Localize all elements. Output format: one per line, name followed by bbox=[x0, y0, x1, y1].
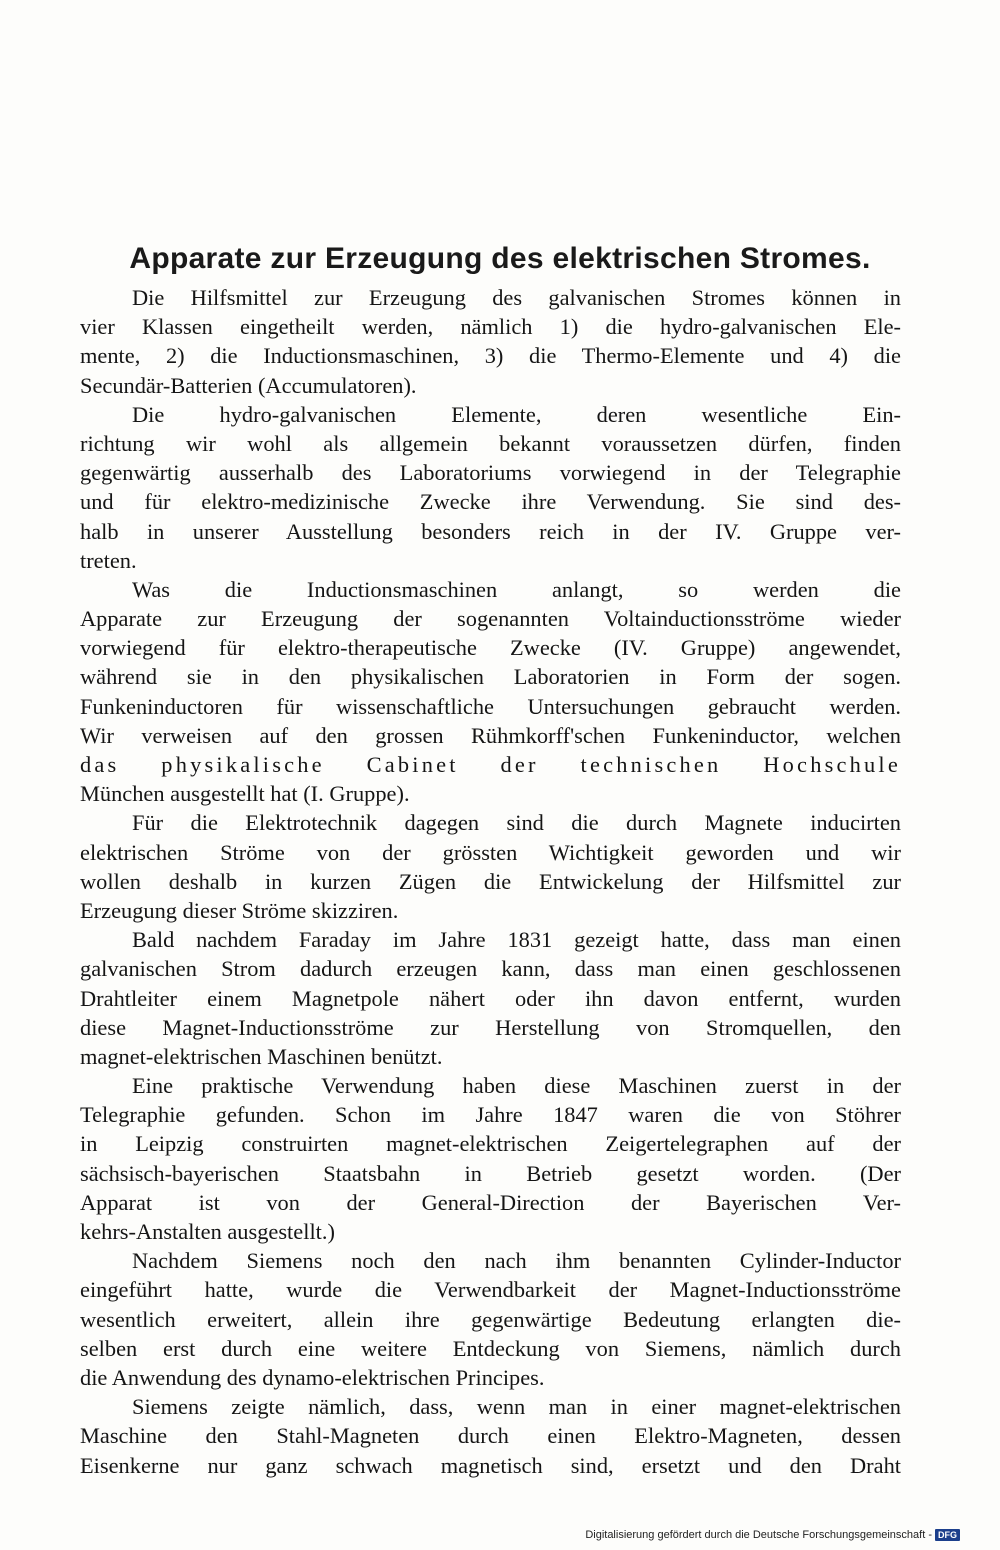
text-line: treten. bbox=[80, 547, 137, 573]
text-line: Wir verweisen auf den grossen Rühmkorff'schen Funkeninductor, welchen bbox=[80, 722, 901, 748]
text-line: gegenwärtig ausserhalb des Laboratoriums vorwiegend in der Telegraphie bbox=[80, 460, 901, 486]
text-line: kehrs-Anstalten ausgestellt.) bbox=[80, 1219, 335, 1244]
credit-text: Digitalisierung gefördert durch die Deutsche Forschungsgemeinschaft - bbox=[585, 1529, 932, 1541]
text-line: Für die Elektrotechnik dagegen sind die durch Magnete inducirten bbox=[132, 810, 901, 836]
text-line: vier Klassen eingetheilt werden, nämlich 1) die hydro-galvanischen Ele- bbox=[80, 314, 901, 340]
text-line: wesentlich erweitert, allein ihre gegenwärtige Bedeutung erlangten die- bbox=[80, 1306, 901, 1332]
text-line: diese Magnet-Inductionsströme zur Herstellung von Stromquellen, den bbox=[80, 1014, 901, 1040]
text-line: Die Hilfsmittel zur Erzeugung des galvanischen Stromes können in bbox=[132, 285, 901, 310]
text-line: Maschine den Stahl-Magneten durch einen Elektro-Magneten, dessen bbox=[80, 1423, 901, 1449]
text-line: Secundär-Batterien (Accumulatoren). bbox=[80, 372, 417, 398]
text-line: Was die Inductionsmaschinen anlangt, so werden die bbox=[132, 576, 901, 602]
text-line: elektrischen Ströme von der grössten Wichtigkeit geworden und wir bbox=[80, 839, 901, 865]
text-line: und für elektro-medizinische Zwecke ihre Verwendung. Sie sind des- bbox=[80, 489, 901, 515]
text-line: magnet-elektrischen Maschinen benützt. bbox=[80, 1043, 443, 1069]
text-line: Nachdem Siemens noch den nach ihm benannten Cylinder-Inductor bbox=[132, 1248, 901, 1274]
page-title: Apparate zur Erzeugung des elektrischen Stromes. bbox=[129, 242, 871, 276]
text-line: mente, 2) die Inductionsmaschinen, 3) die Thermo-Elemente und 4) die bbox=[80, 343, 901, 369]
text-line: Drahtleiter einem Magnetpole nähert oder ihn davon entfernt, wurden bbox=[80, 985, 901, 1011]
text-line: galvanischen Strom dadurch erzeugen kann, dass man einen geschlossenen bbox=[80, 956, 901, 982]
text-line: Eine praktische Verwendung haben diese Maschinen zuerst in der bbox=[132, 1073, 901, 1099]
text-line: Apparat ist von der General-Direction der Bayerischen Ver- bbox=[80, 1189, 901, 1215]
text-line: Erzeugung dieser Ströme skizziren. bbox=[80, 897, 399, 923]
text-line: Die hydro-galvanischen Elemente, deren wesentliche Ein- bbox=[132, 401, 901, 427]
text-line: Bald nachdem Faraday im Jahre 1831 gezeigt hatte, dass man einen bbox=[132, 927, 901, 953]
text-line: Telegraphie gefunden. Schon im Jahre 1847 waren die von Stöhrer bbox=[80, 1102, 901, 1128]
text-line: Siemens zeigte nämlich, dass, wenn man in einer magnet-elektrischen bbox=[132, 1394, 901, 1420]
text-line: selben erst durch eine weitere Entdeckung von Siemens, nämlich durch bbox=[80, 1335, 901, 1361]
text-line: halb in unserer Ausstellung besonders reich in der IV. Gruppe ver- bbox=[80, 518, 901, 544]
text-line: wollen deshalb in kurzen Zügen die Entwickelung der Hilfsmittel zur bbox=[80, 868, 901, 894]
text-line: die Anwendung des dynamo-elektrischen Principes. bbox=[80, 1364, 545, 1390]
text-line: sächsisch-bayerischen Staatsbahn in Betrieb gesetzt worden. (Der bbox=[80, 1160, 901, 1186]
text-line: eingeführt hatte, wurde die Verwendbarkeit der Magnet-Inductionsströme bbox=[80, 1277, 901, 1303]
digitization-credit bbox=[585, 1529, 960, 1541]
body-text bbox=[80, 283, 901, 1480]
text-line: in Leipzig construirten magnet-elektrischen Zeigertelegraphen auf der bbox=[80, 1131, 901, 1157]
text-line: Apparate zur Erzeugung der sogenannten Voltainductionsströme wieder bbox=[80, 606, 901, 632]
text-line: München ausgestellt hat (I. Gruppe). bbox=[80, 781, 410, 807]
text-line: Funkeninductoren für wissenschaftliche Untersuchungen gebraucht werden. bbox=[80, 693, 901, 719]
text-line: das physikalische Cabinet der technischen Hochschule bbox=[80, 752, 901, 777]
text-line: Eisenkerne nur ganz schwach magnetisch sind, ersetzt und den Draht bbox=[80, 1452, 901, 1478]
text-line: vorwiegend für elektro-therapeutische Zwecke (IV. Gruppe) angewendet, bbox=[80, 635, 901, 661]
text-line: während sie in den physikalischen Laboratorien in Form der sogen. bbox=[80, 664, 901, 690]
dfg-logo: DFG bbox=[935, 1529, 960, 1541]
text-line: richtung wir wohl als allgemein bekannt voraussetzen dürfen, finden bbox=[80, 430, 901, 456]
